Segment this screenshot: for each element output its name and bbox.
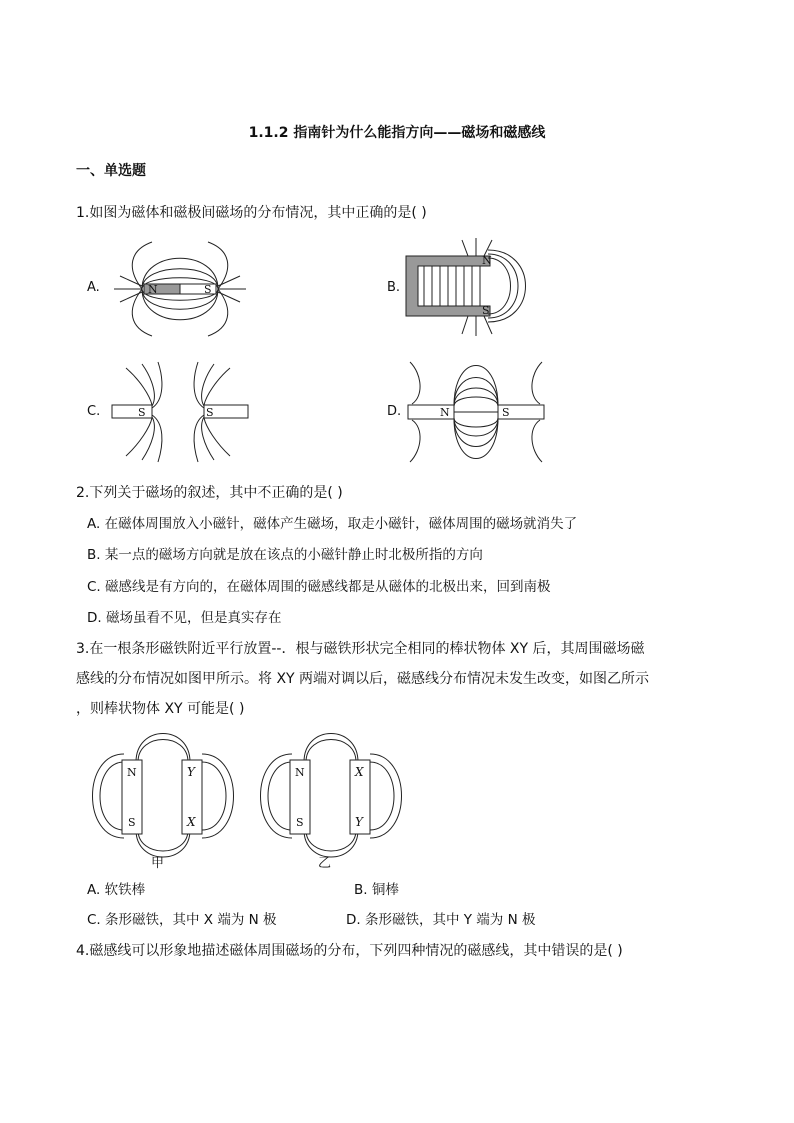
q3-option-b[interactable]: B. 铜棒: [354, 882, 399, 898]
pole-s-label: S: [502, 406, 510, 419]
question-3-stem-line-1: 3.在一根条形磁铁附近平行放置--．根与磁铁形状完全相同的棒状物体 XY 后，其周围磁场磁: [76, 641, 645, 657]
q3-option-d[interactable]: D. 条形磁铁，其中 Y 端为 N 极: [346, 912, 536, 928]
jia-right-top: Y: [187, 765, 195, 779]
q1-figure-b: [402, 236, 542, 340]
yi-right-bottom: Y: [355, 815, 363, 829]
q1-option-b-label[interactable]: B.: [387, 280, 401, 295]
section-heading: 一、单选题: [76, 163, 146, 179]
figure-label-jia: 甲: [151, 856, 165, 871]
jia-left-bottom: S: [128, 816, 136, 829]
pole-s-label: S: [204, 283, 212, 296]
figure-label-yi: 乙: [318, 856, 332, 871]
q2-option-c[interactable]: C. 磁感线是有方向的，在磁体周围的磁感线都是从磁体的北极出来，回到南极: [87, 579, 551, 595]
q3-figure-yi: [254, 728, 404, 864]
q3-figure-jia: [86, 728, 236, 864]
jia-right-bottom: X: [187, 815, 196, 829]
question-3-stem-line-2: 感线的分布情况如图甲所示。将 XY 两端对调以后，磁感线分布情况未发生改变，如图乙所示: [76, 671, 650, 687]
q2-option-b[interactable]: B. 某一点的磁场方向就是放在该点的小磁针静止时北极所指的方向: [87, 547, 483, 563]
question-1-stem: 1.如图为磁体和磁极间磁场的分布情况，其中正确的是( ): [76, 205, 427, 221]
page-title: 1.1.2 指南针为什么能指方向——磁场和磁感线: [248, 125, 546, 141]
yi-left-top: N: [295, 766, 305, 779]
q1-option-a-label[interactable]: A.: [87, 280, 100, 295]
q1-figure-a: [112, 238, 248, 340]
yi-left-bottom: S: [296, 816, 304, 829]
pole-s-label: S: [206, 406, 214, 419]
q3-option-a[interactable]: A. 软铁棒: [87, 882, 146, 898]
yi-right-top: X: [355, 765, 364, 779]
question-3-stem-line-3: ，则棒状物体 XY 可能是( ): [76, 701, 245, 717]
jia-left-top: N: [127, 766, 137, 779]
question-2-stem: 2.下列关于磁场的叙述，其中不正确的是( ): [76, 485, 343, 501]
pole-n-label: N: [440, 406, 450, 419]
field-lines: [93, 734, 234, 858]
question-4-stem: 4.磁感线可以形象地描述磁体周围磁场的分布，下列四种情况的磁感线，其中错误的是( ): [76, 943, 623, 959]
q1-option-c-label[interactable]: C.: [87, 404, 101, 419]
q2-option-d[interactable]: D. 磁场虽看不见，但是真实存在: [87, 610, 282, 626]
q2-option-a[interactable]: A. 在磁体周围放入小磁针，磁体产生磁场，取走小磁针，磁体周围的磁场就消失了: [87, 516, 578, 532]
q1-option-d-label[interactable]: D.: [387, 404, 402, 419]
field-lines: [424, 238, 526, 336]
pole-n-label: N: [148, 283, 158, 296]
field-lines: [261, 734, 402, 858]
q1-figure-d: [408, 356, 544, 468]
pole-s-label: S: [138, 406, 146, 419]
q3-option-c[interactable]: C. 条形磁铁，其中 X 端为 N 极: [87, 912, 277, 928]
pole-n-label: N: [482, 254, 492, 267]
pole-s-label: S: [482, 304, 490, 317]
q1-figure-c: [112, 360, 248, 464]
